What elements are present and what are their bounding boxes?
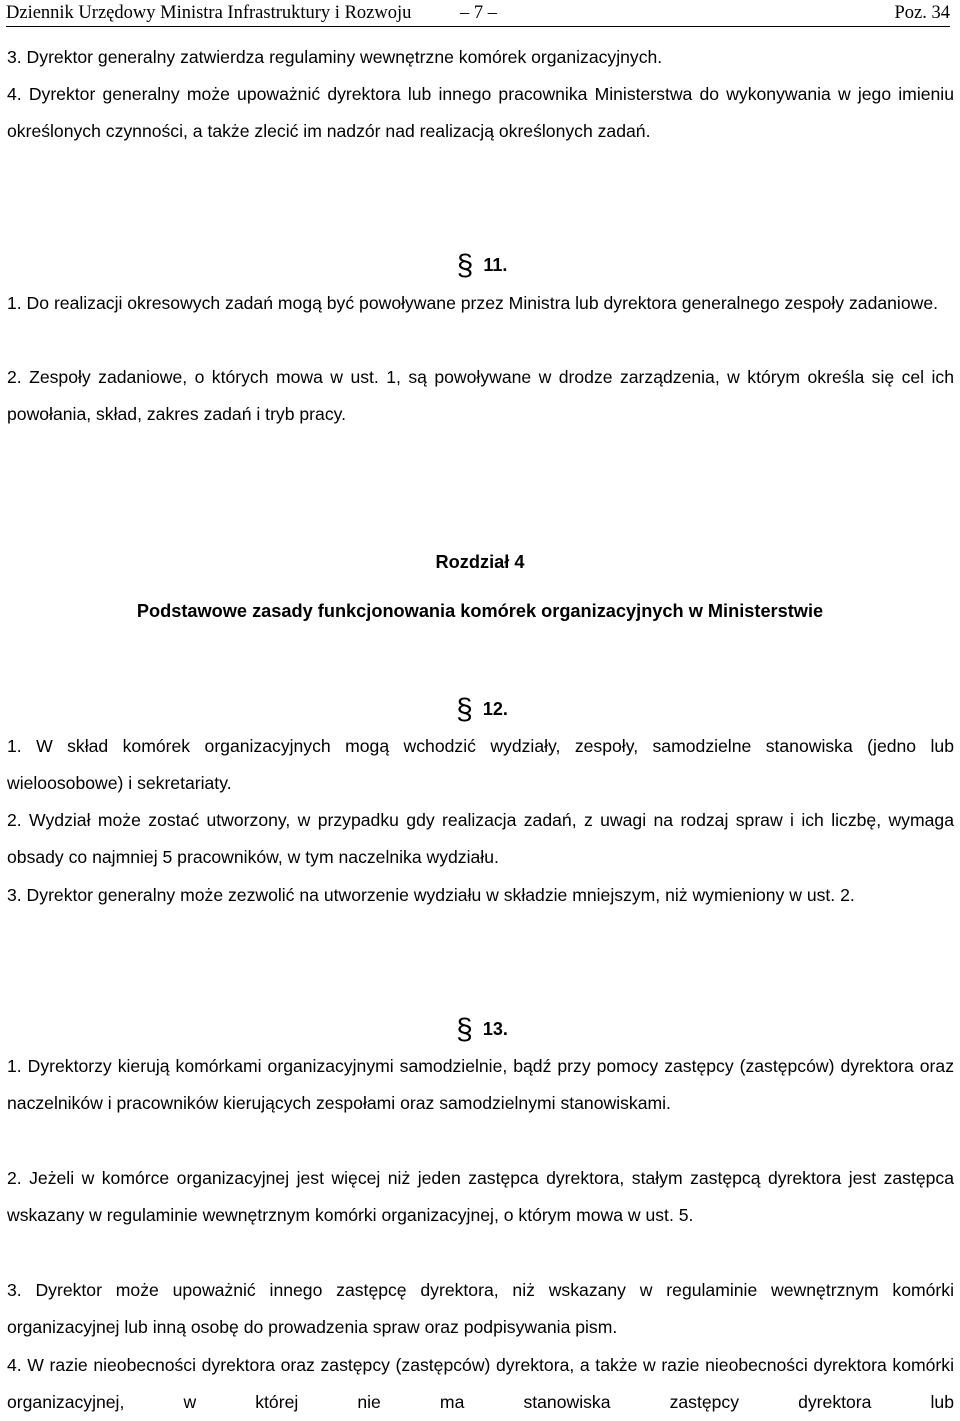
journal-title: Dziennik Urzędowy Ministra Infrastruktury i Rozwoju: [6, 3, 412, 23]
chapter-title: Podstawowe zasady funkcjonowania komórek organizacyjnych w Ministerstwie: [136, 601, 824, 621]
section-sign: §: [456, 693, 473, 726]
section-number: 13.: [482, 1019, 508, 1039]
section-sign: §: [456, 1013, 473, 1046]
chapter-number: Rozdział 4: [435, 552, 525, 572]
paragraph-11-1: 1. Do realizacji okresowych zadań mogą być powoływane przez Ministra lub dyrektora generalnego zespoły zadaniowe.: [7, 293, 938, 313]
section-heading-11: [0, 249, 960, 282]
section-number: 11.: [483, 255, 508, 275]
paragraph-10-4: 4. Dyrektor generalny może upoważnić dyrektora lub innego pracownika Ministerstwa do wykonywania w jego imieniu określonych czynności, a także zlecić im nadzór nad realizacją określonych zadań.: [7, 84, 954, 141]
paragraph-13-4: 4. W razie nieobecności dyrektora oraz zastępcy (zastępców) dyrektora, a także w razie nieobecności dyrektora komórki organizacyjnej, w której nie ma stanowiska zastępcy dyrektora lub: [7, 1355, 954, 1412]
page-number: – 7 –: [460, 3, 497, 23]
paragraph-10-3: 3. Dyrektor generalny zatwierdza regulaminy wewnętrzne komórek organizacyjnych.: [7, 47, 663, 67]
paragraph-11-2: 2. Zespoły zadaniowe, o których mowa w ust. 1, są powoływane w drodze zarządzenia, w którym określa się cel ich powołania, skład, zakres zadań i tryb pracy.: [7, 367, 954, 424]
section-heading-13: [0, 1013, 960, 1046]
section-sign: §: [456, 249, 474, 282]
position-number: Poz. 34: [894, 3, 950, 23]
paragraph-12-1: 1. W skład komórek organizacyjnych mogą wchodzić wydziały, zespoły, samodzielne stanowiska (jedno lub wieloosobowe) i sekretariaty.: [7, 736, 954, 793]
page-header: [6, 2, 950, 27]
paragraph-12-2: 2. Wydział może zostać utworzony, w przypadku gdy realizacja zadań, z uwagi na rodzaj spraw i ich liczbę, wymaga obsady co najmniej 5 pracowników, w tym naczelnika wydziału.: [7, 810, 954, 867]
section-number: 12.: [482, 699, 508, 719]
paragraph-13-1: 1. Dyrektorzy kierują komórkami organizacyjnymi samodzielnie, bądź przy pomocy zastępcy (zastępców) dyrektora oraz naczelników i pracowników kierujących zespołami oraz samodzielnymi stanowiskami.: [7, 1056, 954, 1113]
section-heading-12: [0, 693, 960, 726]
paragraph-12-3: 3. Dyrektor generalny może zezwolić na utworzenie wydziału w składzie mniejszym, niż wymieniony w ust. 2.: [7, 885, 855, 905]
paragraph-13-2: 2. Jeżeli w komórce organizacyjnej jest więcej niż jeden zastępca dyrektora, stałym zastępcą dyrektora jest zastępca wskazany w regulaminie wewnętrznym komórki organizacyjnej, o którym mowa w ust. 5.: [7, 1168, 954, 1225]
paragraph-13-3: 3. Dyrektor może upoważnić innego zastępcę dyrektora, niż wskazany w regulaminie wewnętrznym komórki organizacyjnej lub inną osobę do prowadzenia spraw oraz podpisywania pism.: [7, 1280, 954, 1337]
